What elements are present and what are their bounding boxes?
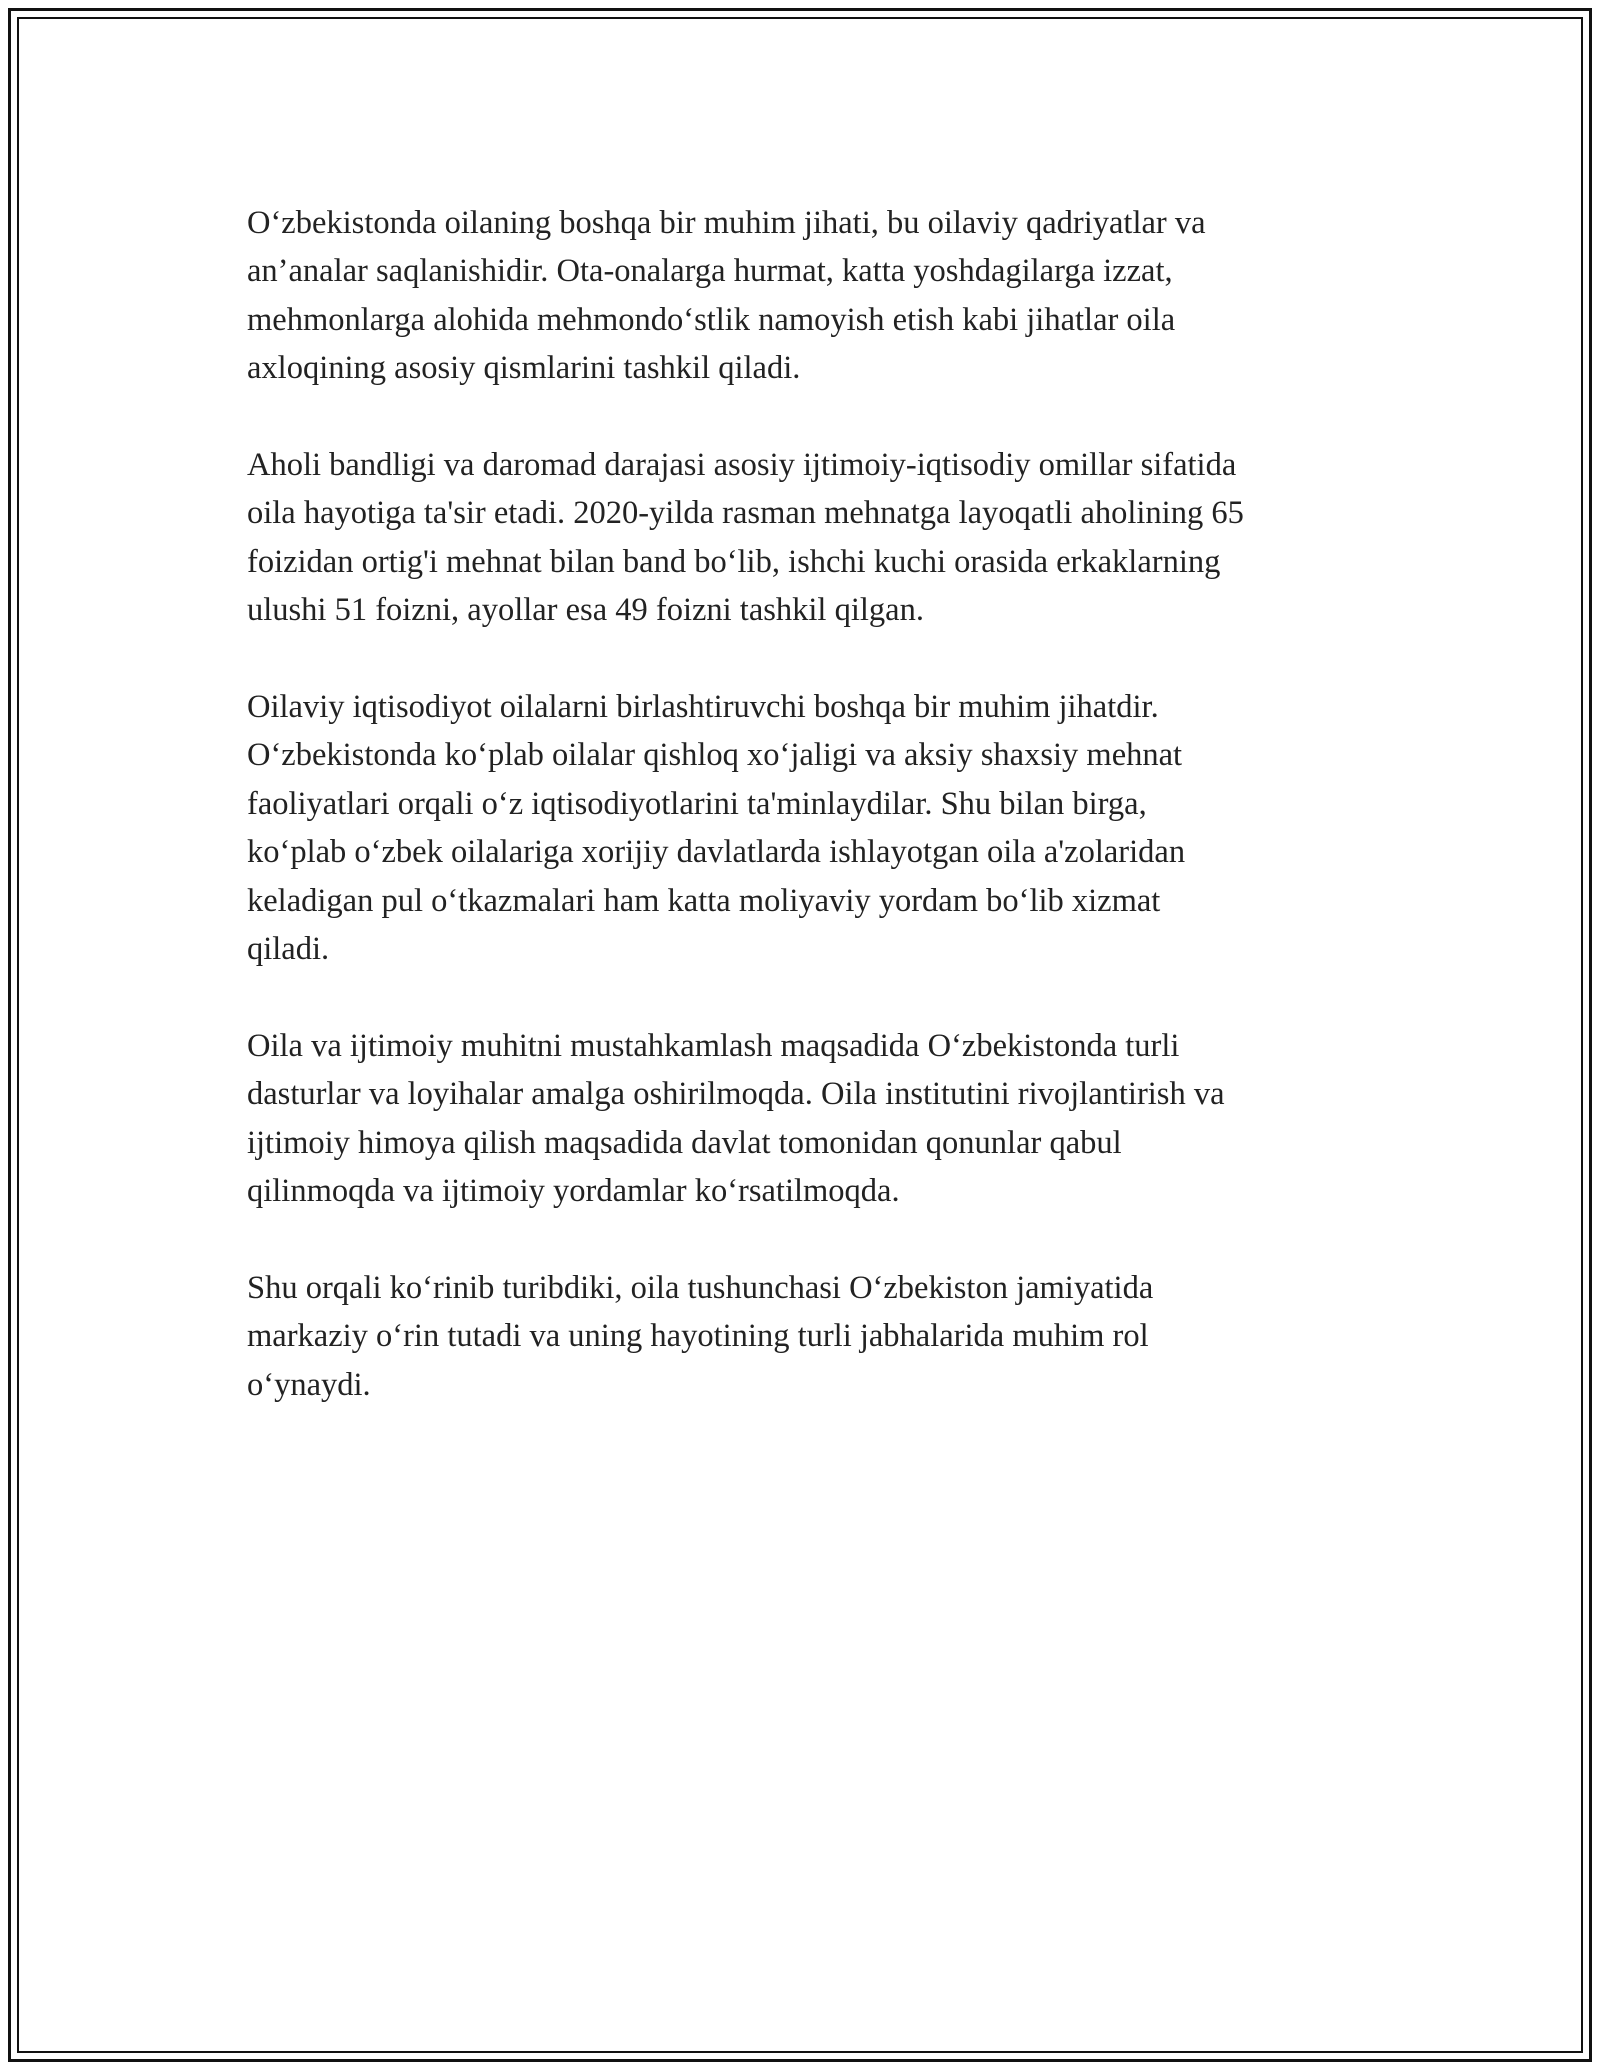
paragraph-employment-income: Aholi bandligi va daromad darajasi asosiy ijtimoiy-iqtisodiy omillar sifatida oila hayotiga ta'sir etadi. 2020-yilda rasman mehnatga layoqatli aholining 65 foizidan ortig'i mehnat bilan band bo‘lib, ishchi kuchi orasida erkaklarning ulushi 51 foizni, ayollar esa 49 foizni tashkil qilgan. [247,447,1244,629]
page-frame [8,8,1592,2062]
paragraph-family-values: O‘zbekistonda oilaning boshqa bir muhim jihati, bu oilaviy qadriyatlar va an’analar saqlanishidir. Ota-onalarga hurmat, katta yoshdagilarga izzat, mehmonlarga alohida mehmondo‘stlik namoyish etish kabi jihatlar oila axloqining asosiy qismlarini tashkil qiladi. [247,205,1206,387]
paragraph-conclusion: Shu orqali ko‘rinib turibdiki, oila tushunchasi O‘zbekiston jamiyatida markaziy o‘rin tutadi va uning hayotining turli jabhalarida muhim rol o‘ynaydi. [247,1269,1154,1403]
paragraph-family-economy: Oilaviy iqtisodiyot oilalarni birlashtiruvchi boshqa bir muhim jihatdir. O‘zbekistonda ko‘plab oilalar qishloq xo‘jaligi va aksiy shaxsiy mehnat faoliyatlari orqali o‘z iqtisodiyotlarini ta'minlaydilar. Shu bilan birga, ko‘plab o‘zbek oilalariga xorijiy davlatlarda ishlayotgan oila a'zolaridan keladigan pul o‘tkazmalari ham katta moliyaviy yordam bo‘lib xizmat qiladi. [247,689,1186,968]
paragraph-social-programs: Oila va ijtimoiy muhitni mustahkamlash maqsadida O‘zbekistonda turli dasturlar va loyihalar amalga oshirilmoqda. Oila institutini rivojlantirish va ijtimoiy himoya qilish maqsadida davlat tomonidan qonunlar qabul qilinmoqda va ijtimoiy yordamlar ko‘rsatilmoqda. [247,1027,1225,1210]
document-body [247,199,1377,1457]
